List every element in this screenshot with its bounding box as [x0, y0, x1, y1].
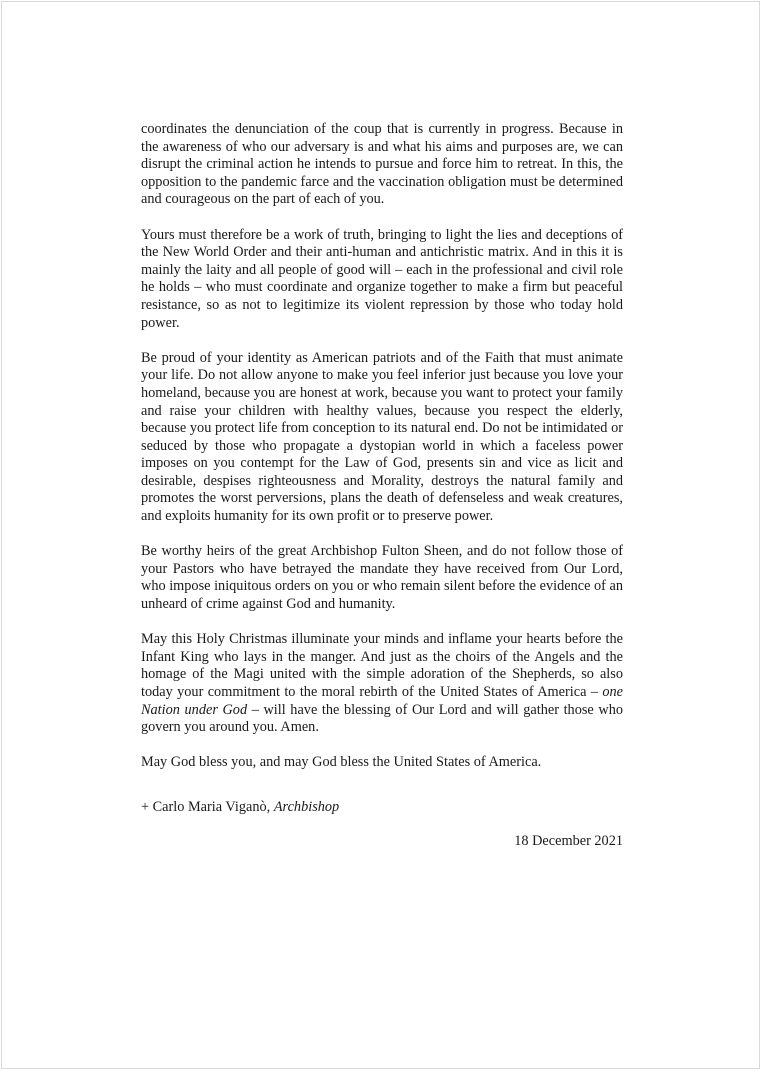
- paragraph-coup-denunciation: coordinates the denunciation of the coup that is currently in progress. Because in the awareness of who our adversary is and what his aims and purposes are, we can disrupt the criminal action he intends to pursue and force him to retreat. In this, the opposition to the pandemic farce and the vaccination obligation must be determined and courageous on the part of each of you.: [141, 121, 623, 208]
- document-page: [1, 1, 760, 1069]
- signature-title: Archbishop: [273, 798, 340, 815]
- document-date: 18 December 2021: [514, 832, 623, 849]
- paragraph-blessing: May God bless you, and may God bless the United States of America.: [141, 754, 542, 771]
- christmas-italic-phrase: – one Nation under God –: [141, 684, 623, 718]
- document-body: [141, 121, 623, 850]
- signature-name: + Carlo Maria Viganò,: [141, 798, 274, 815]
- paragraph-holy-christmas: [141, 631, 623, 737]
- signature: [141, 799, 623, 817]
- paragraph-american-patriots: Be proud of your identity as American patriots and of the Faith that must animate your life. Do not allow anyone to make you feel inferior just because you love your homeland, because you are honest at work, because you want to protect your family and raise your children with healthy values, because you respect the elderly, because you protect life from conception to its natural end. Do not be intimidated or seduced by those who propagate a dystopian world in which a faceless power imposes on you contempt for the Law of God, presents sin and vice as licit and desirable, despises righteousness and Morality, destroys the natural family and promotes the worst perversions, plans the death of defenseless and weak creatures, and exploits humanity for its own profit or to preserve power.: [141, 349, 623, 525]
- christmas-text-start: May this Holy Christmas illuminate your minds and inflame your hearts before the Infant King who lays in the manger. And just as the choirs of the Angels and the homage of the Magi united with the simple adoration of the Shepherds, so also today your commitment to the moral rebirth of the United States of America: [141, 631, 623, 700]
- paragraph-fulton-sheen: Be worthy heirs of the great Archbishop Fulton Sheen, and do not follow those of your Pastors who have betrayed the mandate they have received from Our Lord, who impose iniquitous orders on you or who remain silent before the evidence of an unheard of crime against God and humanity.: [141, 543, 624, 613]
- christmas-text-end: will have the blessing of Our Lord and will gather those who govern you around you. Amen.: [141, 701, 623, 736]
- paragraph-work-of-truth: Yours must therefore be a work of truth, bringing to light the lies and deceptions of the New World Order and their anti-human and antichristic matrix. And in this it is mainly the laity and all people of good will – each in the professional and civil role he holds – who must coordinate and organize together to make a firm but peaceful resistance, so as not to legitimize its violent repression by those who today hold power.: [141, 226, 623, 331]
